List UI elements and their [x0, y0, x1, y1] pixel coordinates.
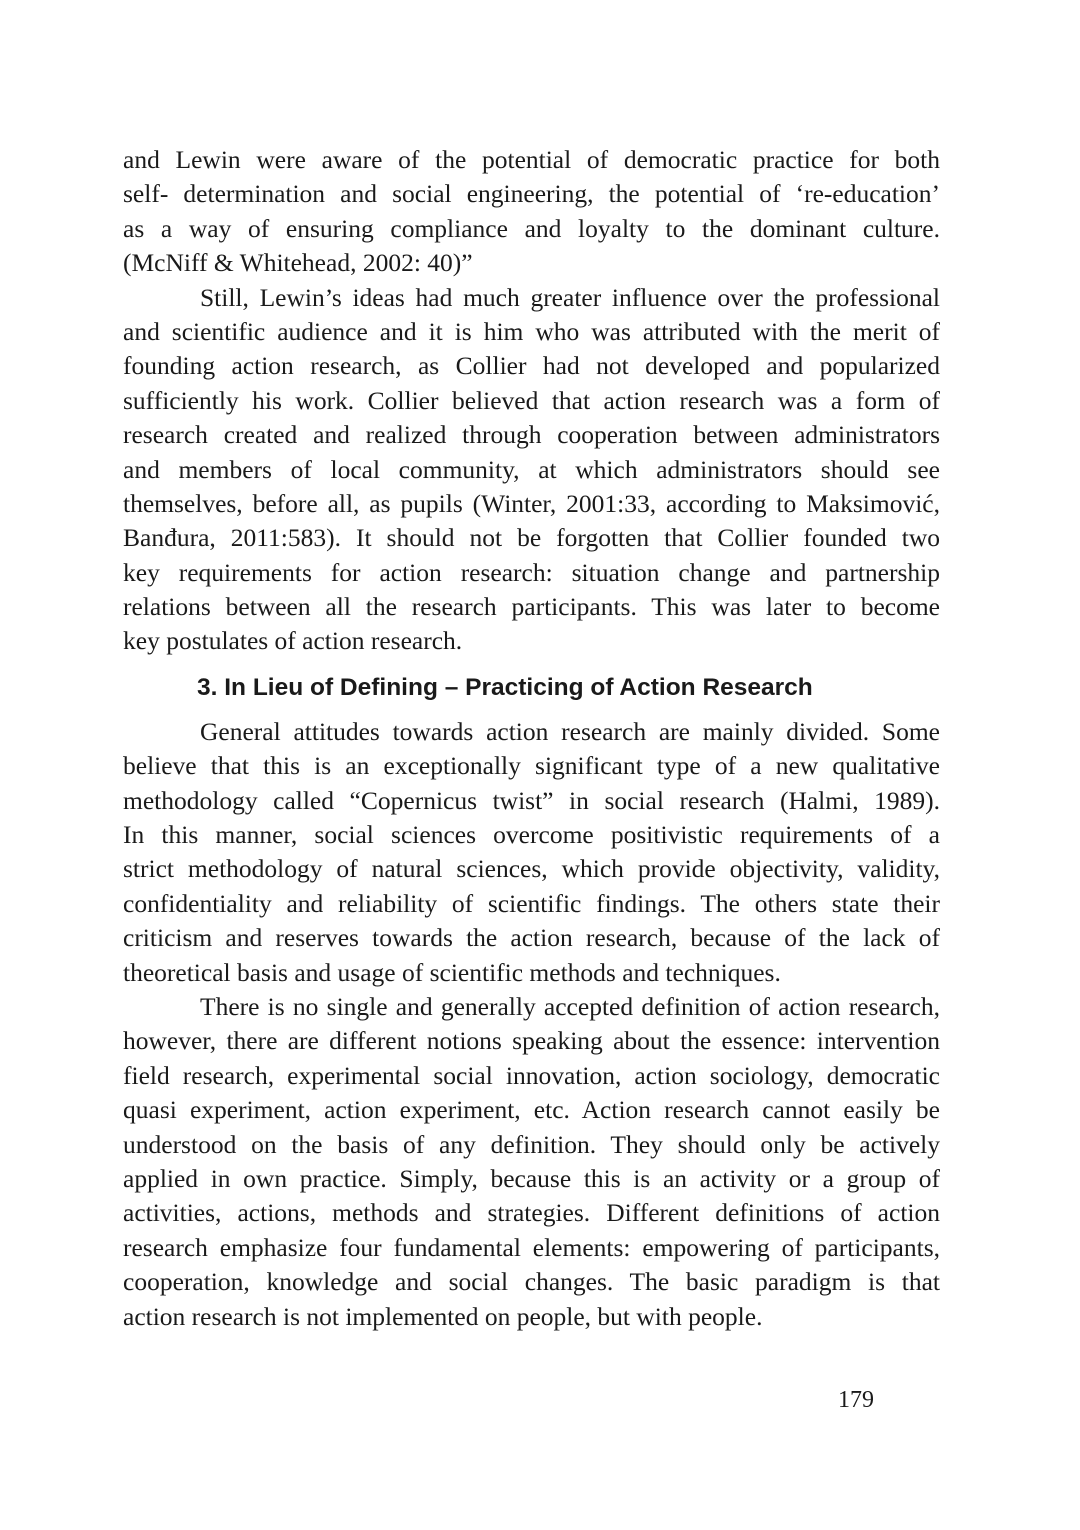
text-line: confidentiality and reliability of scientific findings. The others state their: [123, 888, 940, 918]
text-line: key requirements for action research: situation change and partnership: [123, 557, 940, 587]
paragraph: [123, 715, 940, 990]
text-line: Banđura, 2011:583). It should not be forgotten that Collier founded two: [123, 523, 940, 553]
text-line: field research, experimental social innovation, action sociology, democratic: [123, 1060, 940, 1090]
text-line: criticism and reserves towards the action research, because of the lack of: [123, 923, 940, 953]
paragraph: [123, 281, 940, 659]
text-line: theoretical basis and usage of scientific methods and techniques.: [123, 957, 781, 987]
text-line: General attitudes towards action research are mainly divided. Some: [200, 716, 940, 746]
text-line: self- determination and social engineering, the potential of ‘re-education’: [123, 179, 940, 209]
page-body: [123, 143, 940, 1334]
text-line: quasi experiment, action experiment, etc. Action research cannot easily be: [123, 1095, 940, 1125]
text-line: and members of local community, at which administrators should see: [123, 454, 940, 484]
text-line: (McNiff & Whitehead, 2002: 40)”: [123, 248, 473, 278]
paragraph: [123, 143, 940, 281]
text-line: methodology called “Copernicus twist” in social research (Halmi, 1989).: [123, 785, 940, 815]
text-line: Still, Lewin’s ideas had much greater influence over the professional: [200, 282, 940, 312]
text-line: understood on the basis of any definition. They should only be actively: [123, 1129, 940, 1159]
text-line: strict methodology of natural sciences, which provide objectivity, validity,: [123, 854, 940, 884]
text-line: In this manner, social sciences overcome positivistic requirements of a: [123, 820, 940, 850]
text-line: founding action research, as Collier had not developed and popularized: [123, 351, 940, 381]
paragraph: [123, 990, 940, 1334]
text-line: and Lewin were aware of the potential of democratic practice for both: [123, 145, 940, 174]
text-line: research created and realized through cooperation between administrators: [123, 420, 940, 450]
text-line: key postulates of action research.: [123, 626, 463, 656]
text-line: activities, actions, methods and strategies. Different definitions of action: [123, 1198, 940, 1228]
text-line: themselves, before all, as pupils (Winter, 2001:33, according to Maksimović,: [123, 488, 940, 518]
text-before-heading: [123, 143, 940, 659]
text-after-heading: [123, 715, 940, 1334]
text-line: however, there are different notions speaking about the essence: intervention: [123, 1026, 940, 1056]
text-line: relations between all the research participants. This was later to become: [123, 592, 940, 622]
text-line: research emphasize four fundamental elements: empowering of participants,: [123, 1232, 940, 1262]
page-number: 179: [838, 1387, 874, 1413]
text-line: believe that this is an exceptionally significant type of a new qualitative: [123, 751, 940, 781]
text-line: There is no single and generally accepted definition of action research,: [200, 991, 940, 1021]
text-line: cooperation, knowledge and social changes. The basic paradigm is that: [123, 1267, 940, 1297]
text-line: and scientific audience and it is him who was attributed with the merit of: [123, 316, 940, 346]
text-line: sufficiently his work. Collier believed that action research was a form of: [123, 385, 940, 415]
text-line: action research is not implemented on people, but with people.: [123, 1301, 763, 1331]
text-line: applied in own practice. Simply, because this is an activity or a group of: [123, 1163, 940, 1193]
text-line: as a way of ensuring compliance and loyalty to the dominant culture.: [123, 213, 940, 243]
section-heading: 3. In Lieu of Defining – Practicing of Action Research: [197, 673, 813, 701]
